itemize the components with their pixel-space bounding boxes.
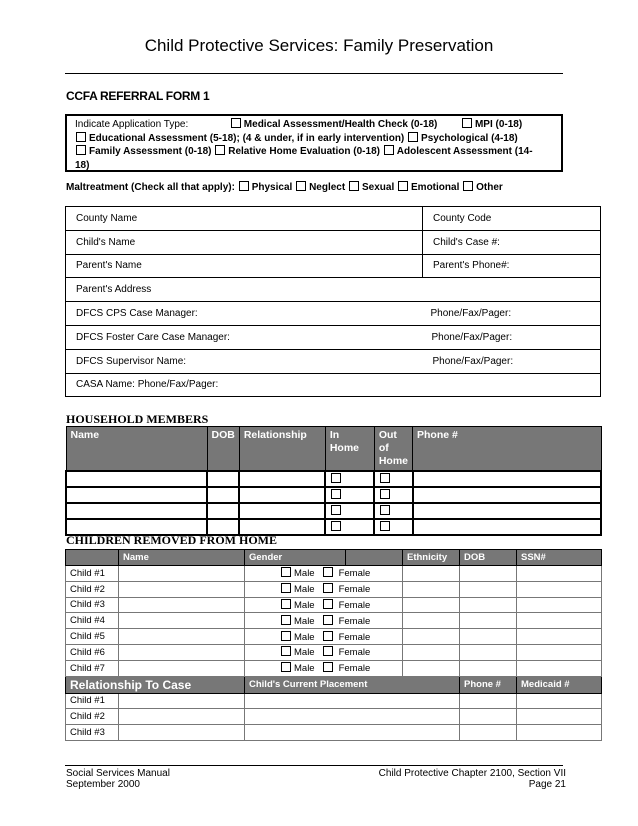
child-ethnicity-cell[interactable]	[403, 613, 460, 629]
child-name-cell[interactable]	[119, 613, 245, 629]
checkbox-female[interactable]	[323, 615, 333, 625]
placement-cell[interactable]	[245, 725, 460, 741]
hh-in-home-cell	[325, 503, 374, 519]
checkbox-male[interactable]	[281, 615, 291, 625]
child-case-field[interactable]: Child's Case #:	[423, 230, 601, 254]
child-ethnicity-cell[interactable]	[403, 597, 460, 613]
app-type-label: Indicate Application Type:	[75, 119, 189, 130]
hh-header-dob: DOB	[207, 427, 239, 472]
phone-cell[interactable]	[460, 709, 517, 725]
option-adolescent-label: Adolescent Assessment (14-	[396, 146, 533, 157]
child-label: Child #3	[66, 725, 119, 741]
child-dob-cell[interactable]	[460, 581, 517, 597]
female-label: Female	[338, 615, 371, 627]
hh-out-home-cell	[374, 519, 412, 535]
maltreatment-emotional: Emotional	[411, 182, 460, 193]
hh-phone-cell[interactable]	[413, 503, 601, 519]
maltreatment-row	[66, 181, 503, 193]
foster-manager-phone-label: Phone/Fax/Pager:	[431, 331, 513, 343]
maltreatment-neglect: Neglect	[309, 182, 346, 193]
child-ethnicity-cell[interactable]	[403, 581, 460, 597]
hh-phone-cell[interactable]	[413, 519, 601, 535]
male-label: Male	[294, 615, 315, 627]
option-family-label: Family Assessment (0-18)	[89, 146, 212, 157]
female-label: Female	[338, 647, 371, 659]
child-dob-cell[interactable]	[460, 660, 517, 676]
household-title: HOUSEHOLD MEMBERS	[66, 412, 209, 426]
male-label: Male	[294, 631, 315, 643]
child-label: Child #7	[66, 660, 119, 676]
child-name-cell[interactable]	[119, 644, 245, 660]
hh-in-home-cell	[325, 519, 374, 535]
checkbox-male[interactable]	[281, 631, 291, 641]
cps-manager-field[interactable]	[66, 302, 601, 326]
child-dob-cell[interactable]	[460, 644, 517, 660]
phone-cell[interactable]	[460, 725, 517, 741]
footer-right	[379, 768, 566, 790]
footer-divider	[65, 765, 563, 766]
child-name-cell[interactable]	[119, 566, 245, 582]
child-ssn-cell[interactable]	[517, 629, 602, 645]
hh-phone-cell[interactable]	[413, 471, 601, 487]
child-gender-cell	[245, 566, 403, 582]
child-name-cell[interactable]	[119, 581, 245, 597]
checkbox-mpi[interactable]	[462, 118, 472, 128]
child-gender-cell	[245, 597, 403, 613]
checkbox-male[interactable]	[281, 646, 291, 656]
footer-left	[66, 768, 170, 790]
table-row	[66, 581, 602, 597]
child-ethnicity-cell[interactable]	[403, 566, 460, 582]
female-label: Female	[338, 599, 371, 611]
child-ssn-cell[interactable]	[517, 581, 602, 597]
table-row	[66, 725, 602, 741]
checkbox-in-home[interactable]	[331, 489, 341, 499]
checkbox-emotional[interactable]	[398, 181, 408, 191]
county-code-field[interactable]: County Code	[423, 207, 601, 231]
option-psychological-label: Psychological (4-18)	[421, 132, 518, 144]
female-label: Female	[338, 631, 371, 643]
child-label: Child #6	[66, 644, 119, 660]
hh-name-cell[interactable]	[66, 471, 207, 487]
checkbox-relative[interactable]	[215, 145, 225, 155]
relationship-cell[interactable]	[119, 693, 245, 709]
child-dob-cell[interactable]	[460, 613, 517, 629]
ch-header-relationship: Relationship To Case	[66, 676, 245, 693]
checkbox-out-home[interactable]	[380, 489, 390, 499]
parent-address-field[interactable]: Parent's Address	[66, 278, 601, 302]
footer-page: Page 21	[528, 779, 566, 790]
hh-out-home-cell	[374, 487, 412, 503]
table-row	[66, 709, 602, 725]
table-row	[66, 693, 602, 709]
hh-dob-cell[interactable]	[207, 503, 239, 519]
hh-in-home-cell	[325, 471, 374, 487]
checkbox-medical[interactable]	[231, 118, 241, 128]
child-name-cell[interactable]	[119, 629, 245, 645]
parent-phone-field[interactable]: Parent's Phone#:	[423, 254, 601, 278]
household-table	[65, 426, 602, 536]
cps-manager-phone-label: Phone/Fax/Pager:	[430, 308, 512, 320]
male-label: Male	[294, 599, 315, 611]
relationship-cell[interactable]	[119, 725, 245, 741]
checkbox-psychological[interactable]	[408, 132, 418, 142]
table-row	[66, 566, 602, 582]
form-title: CCFA REFERRAL FORM 1	[66, 89, 210, 103]
table-row	[66, 471, 601, 487]
parent-name-field[interactable]: Parent's Name	[66, 254, 423, 278]
hh-header-out-home: Out of Home	[374, 427, 412, 472]
cps-manager-label: DFCS CPS Case Manager:	[76, 308, 198, 320]
placement-cell[interactable]	[245, 693, 460, 709]
hh-in-home-cell	[325, 487, 374, 503]
child-gender-cell	[245, 644, 403, 660]
checkbox-out-home[interactable]	[380, 505, 390, 515]
relationship-cell[interactable]	[119, 709, 245, 725]
female-label: Female	[338, 568, 371, 580]
child-dob-cell[interactable]	[460, 597, 517, 613]
hh-header-relationship: Relationship	[239, 427, 325, 472]
hh-header-in-home: In Home	[325, 427, 374, 472]
ch-header-gender: Gender	[245, 550, 346, 566]
option-mpi-label: MPI (0-18)	[474, 119, 523, 130]
child-ethnicity-cell[interactable]	[403, 629, 460, 645]
case-info-table	[65, 206, 601, 397]
child-dob-cell[interactable]	[460, 566, 517, 582]
medicaid-cell[interactable]	[517, 693, 602, 709]
hh-dob-cell[interactable]	[207, 487, 239, 503]
footer-chapter: Child Protective Chapter 2100, Section VII	[378, 768, 566, 779]
child-label: Child #5	[66, 629, 119, 645]
child-name-field[interactable]: Child's Name	[66, 230, 423, 254]
child-ssn-cell[interactable]	[517, 660, 602, 676]
ch-header-placement: Child's Current Placement	[245, 676, 460, 693]
hh-relationship-cell[interactable]	[239, 503, 325, 519]
checkbox-female[interactable]	[323, 662, 333, 672]
child-gender-cell	[245, 629, 403, 645]
checkbox-in-home[interactable]	[331, 473, 341, 483]
ch-header-blank	[66, 550, 119, 566]
medicaid-cell[interactable]	[517, 709, 602, 725]
hh-relationship-cell[interactable]	[239, 487, 325, 503]
male-label: Male	[294, 663, 315, 675]
footer-date: September 2000	[66, 779, 140, 790]
child-gender-cell	[245, 660, 403, 676]
footer-manual: Social Services Manual	[66, 768, 170, 779]
title-divider	[65, 73, 563, 74]
checkbox-out-home[interactable]	[380, 473, 390, 483]
foster-manager-field[interactable]	[66, 325, 601, 349]
maltreatment-label: Maltreatment (Check all that apply):	[66, 182, 235, 193]
checkbox-male[interactable]	[281, 662, 291, 672]
checkbox-female[interactable]	[323, 567, 333, 577]
child-ssn-cell[interactable]	[517, 597, 602, 613]
ch-header-dob: DOB	[460, 550, 517, 566]
child-gender-cell	[245, 581, 403, 597]
female-label: Female	[338, 584, 371, 596]
supervisor-field[interactable]	[66, 349, 601, 373]
child-label: Child #3	[66, 597, 119, 613]
hh-phone-cell[interactable]	[413, 487, 601, 503]
checkbox-neglect[interactable]	[296, 181, 306, 191]
hh-name-cell[interactable]	[66, 487, 207, 503]
child-ssn-cell[interactable]	[517, 644, 602, 660]
ch-header-ssn: SSN#	[517, 550, 602, 566]
hh-relationship-cell[interactable]	[239, 471, 325, 487]
child-label: Child #4	[66, 613, 119, 629]
child-name-cell[interactable]	[119, 660, 245, 676]
maltreatment-other: Other	[476, 182, 503, 193]
checkbox-male[interactable]	[281, 599, 291, 609]
option-educational-label: Educational Assessment (5-18); (4 & under, if in early intervention)	[89, 132, 405, 144]
checkbox-out-home[interactable]	[380, 521, 390, 531]
county-name-field[interactable]: County Name	[66, 207, 423, 231]
table-row	[66, 487, 601, 503]
checkbox-in-home[interactable]	[331, 505, 341, 515]
table-row	[66, 660, 602, 676]
child-name-cell[interactable]	[119, 597, 245, 613]
checkbox-physical[interactable]	[239, 181, 249, 191]
child-ethnicity-cell[interactable]	[403, 644, 460, 660]
checkbox-female[interactable]	[323, 599, 333, 609]
male-label: Male	[294, 647, 315, 659]
supervisor-label: DFCS Supervisor Name:	[76, 355, 187, 367]
checkbox-adolescent[interactable]	[384, 145, 394, 155]
child-ethnicity-cell[interactable]	[403, 660, 460, 676]
child-label: Child #1	[66, 566, 119, 582]
option-adolescent-label-cont: 18)	[75, 159, 90, 171]
child-ssn-cell[interactable]	[517, 566, 602, 582]
child-dob-cell[interactable]	[460, 629, 517, 645]
table-row	[66, 597, 602, 613]
child-label: Child #2	[66, 581, 119, 597]
checkbox-male[interactable]	[281, 567, 291, 577]
female-label: Female	[338, 663, 371, 675]
phone-cell[interactable]	[460, 693, 517, 709]
ch-header-gender-cont	[346, 550, 403, 566]
page-title: Child Protective Services: Family Preservation	[144, 36, 494, 55]
male-label: Male	[294, 584, 315, 596]
hh-header-phone: Phone #	[413, 427, 601, 472]
table-row	[66, 503, 601, 519]
ch-header-phone: Phone #	[460, 676, 517, 693]
checkbox-educational[interactable]	[76, 132, 86, 142]
children-title: CHILDREN REMOVED FROM HOME	[66, 533, 277, 547]
hh-out-home-cell	[374, 503, 412, 519]
casa-field[interactable]: CASA Name: Phone/Fax/Pager:	[66, 373, 601, 397]
foster-manager-label: DFCS Foster Care Case Manager:	[76, 331, 230, 343]
child-label: Child #2	[66, 709, 119, 725]
maltreatment-sexual: Sexual	[361, 182, 395, 193]
hh-out-home-cell	[374, 471, 412, 487]
hh-header-name: Name	[66, 427, 207, 472]
table-row	[66, 613, 602, 629]
application-type-box	[65, 114, 563, 172]
checkbox-male[interactable]	[281, 583, 291, 593]
placement-cell[interactable]	[245, 709, 460, 725]
table-row	[66, 644, 602, 660]
hh-dob-cell[interactable]	[207, 471, 239, 487]
checkbox-female[interactable]	[323, 646, 333, 656]
checkbox-female[interactable]	[323, 583, 333, 593]
checkbox-female[interactable]	[323, 631, 333, 641]
ch-header-ethnicity: Ethnicity	[403, 550, 460, 566]
child-label: Child #1	[66, 693, 119, 709]
male-label: Male	[294, 568, 315, 580]
table-row	[66, 629, 602, 645]
checkbox-family[interactable]	[76, 145, 86, 155]
child-gender-cell	[245, 613, 403, 629]
hh-name-cell[interactable]	[66, 503, 207, 519]
checkbox-other[interactable]	[463, 181, 473, 191]
child-ssn-cell[interactable]	[517, 613, 602, 629]
ch-header-medicaid: Medicaid #	[517, 676, 602, 693]
maltreatment-physical: Physical	[251, 182, 293, 193]
children-table	[65, 549, 602, 741]
checkbox-sexual[interactable]	[349, 181, 359, 191]
option-relative-label: Relative Home Evaluation (0-18)	[228, 146, 380, 157]
option-medical-label: Medical Assessment/Health Check (0-18)	[243, 119, 438, 130]
medicaid-cell[interactable]	[517, 725, 602, 741]
checkbox-in-home[interactable]	[331, 521, 341, 531]
supervisor-phone-label: Phone/Fax/Pager:	[432, 355, 514, 367]
ch-header-name: Name	[119, 550, 245, 566]
